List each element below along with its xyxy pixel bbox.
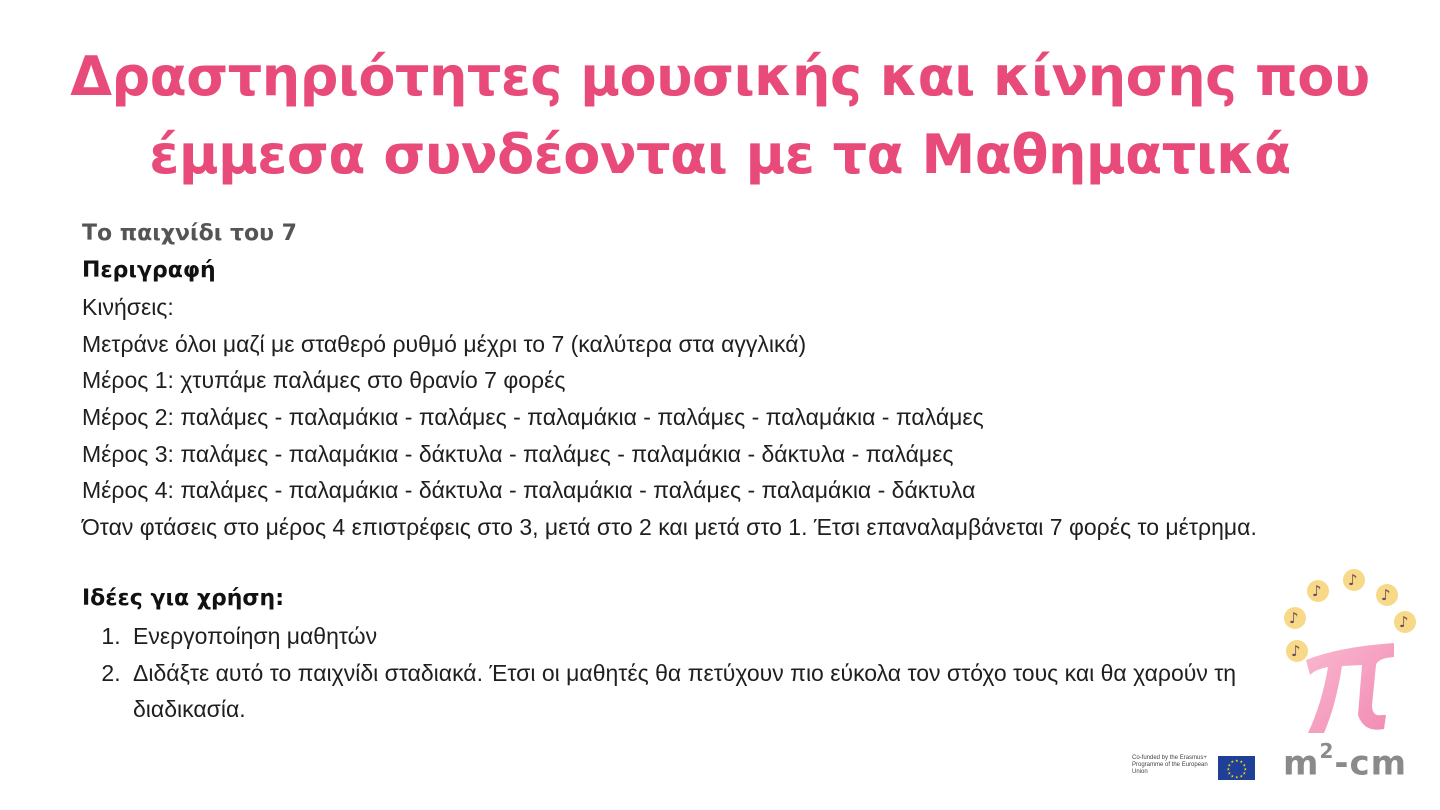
activity-title: Το παιχνίδι του 7 <box>82 221 297 246</box>
text-line-part-3: Μέρος 3: παλάμες - παλαμάκια - δάκτυλα - παλάμες - παλαμάκια - δάκτυλα - παλάμες <box>82 440 954 467</box>
svg-text:★: ★ <box>1226 766 1231 772</box>
text-line-part-2: Μέρος 2: παλάμες - παλαμάκια - παλάμες - παλαμάκια - παλάμες - παλαμάκια - παλάμες <box>82 403 984 430</box>
text-line-movements: Κινήσεις: <box>82 294 174 321</box>
text-line-counting: Μετράνε όλοι μαζί με σταθερό ρυθμό μέχρι το 7 (καλύτερα στα αγγλικά) <box>82 330 807 357</box>
svg-text:♪: ♪ <box>1291 642 1301 660</box>
svg-text:♪: ♪ <box>1381 586 1391 604</box>
ideas-list <box>82 618 1344 728</box>
svg-text:♪: ♪ <box>1348 571 1358 589</box>
svg-text:★: ★ <box>1235 774 1239 780</box>
svg-text:★: ★ <box>1243 766 1248 772</box>
svg-text:★: ★ <box>1235 758 1239 763</box>
svg-text:★: ★ <box>1230 759 1235 765</box>
music-note-icon <box>1376 584 1398 606</box>
svg-text:♪: ♪ <box>1289 609 1299 627</box>
svg-text:★: ★ <box>1239 759 1244 765</box>
title-line-1: Δραστηριότητες μουσικής και κίνησης που <box>70 45 1370 108</box>
svg-text:★: ★ <box>1239 773 1244 779</box>
svg-text:★: ★ <box>1230 773 1235 779</box>
pi-symbol-icon <box>1306 643 1394 733</box>
repeat-paragraph: Όταν φτάσεις στο μέρος 4 επιστρέφεις στο 3, μετά στο 2 και μετά στο 1. Έτσι επαναλαμβάνεται 7 φορές το μέτρημα. <box>82 513 1257 540</box>
ideas-heading: Ιδέες για χρήση: <box>82 586 285 612</box>
svg-text:★: ★ <box>1242 762 1247 768</box>
eu-flag-icon <box>1218 756 1255 780</box>
title-line-2: έμμεσα συνδέονται με τα Μαθηματικά <box>149 123 1291 186</box>
list-item: 1. Ενεργοποίηση μαθητών <box>127 618 1344 655</box>
spacer <box>82 545 1344 581</box>
eu-cofunded-logo <box>1132 754 1257 782</box>
text-line-part-1: Μέρος 1: χτυπάμε παλάμες στο θρανίο 7 φορές <box>82 367 566 394</box>
m2cm-logo <box>1283 739 1408 784</box>
music-pi-decoration <box>1278 565 1428 740</box>
music-note-icon <box>1286 640 1308 662</box>
text-line-part-4: Μέρος 4: παλάμες - παλαμάκια - δάκτυλα - παλαμάκια - παλάμες - παλαμάκια - δάκτυλα <box>82 477 976 504</box>
logo-superscript: 2 <box>1319 739 1335 763</box>
svg-text:★: ★ <box>1227 762 1232 768</box>
page-title <box>40 38 1400 194</box>
logo-m: m <box>1283 743 1320 784</box>
music-note-icon <box>1343 569 1365 591</box>
music-note-icon <box>1394 611 1416 633</box>
slide-content <box>82 216 1344 728</box>
music-note-icon <box>1307 580 1329 602</box>
svg-text:★: ★ <box>1227 770 1232 776</box>
svg-text:♪: ♪ <box>1312 582 1322 600</box>
list-item: 2. Διδάξτε αυτό το παιχνίδι σταδιακά. Έτσι οι μαθητές θα πετύχουν πιο εύκολα τον στόχο τους και θα χαρούν τη διαδικασία. <box>127 655 1344 728</box>
svg-text:♪: ♪ <box>1399 613 1409 631</box>
music-note-icon <box>1284 607 1306 629</box>
description-heading: Περιγραφή <box>82 257 216 283</box>
logo-cm: -cm <box>1334 743 1408 784</box>
svg-text:★: ★ <box>1242 770 1247 776</box>
eu-cofunded-text: Co-funded by the Erasmus+ Programme of the European Union <box>1132 755 1208 775</box>
